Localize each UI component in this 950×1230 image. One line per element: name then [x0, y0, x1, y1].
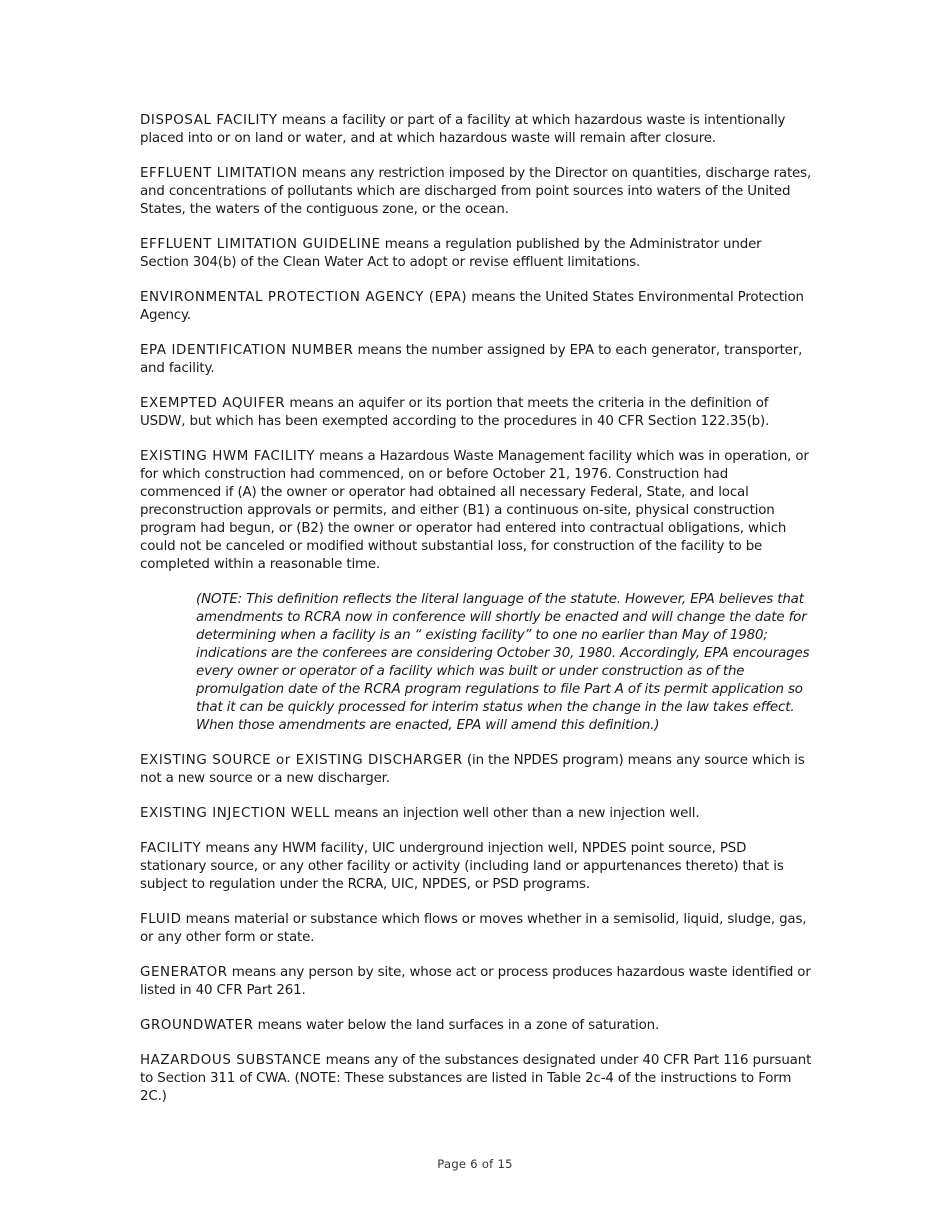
definition-generator [140, 964, 812, 1000]
definition-text: means a regulation published by the Administrator under Section 304(b) of the Clean Water Act to adopt or revise effluent limitations. [140, 237, 762, 270]
definition-term: EXISTING HWM FACILITY [140, 449, 316, 464]
definition-term: EFFLUENT LIMITATION [140, 166, 298, 181]
definition-hazardous-substance [140, 1052, 812, 1106]
definition-text: means any HWM facility, UIC underground injection well, NPDES point source, PSD stationary source, or any other facility or activity (including land or appurtenances thereto) that is subject to regulation under the RCRA, UIC, NPDES, or PSD programs. [140, 841, 784, 892]
definition-text: means any restriction imposed by the Director on quantities, discharge rates, and concentrations of pollutants which are discharged from point sources into waters of the United States, the waters of the contiguous zone, or the ocean. [140, 166, 812, 217]
definition-term: FLUID [140, 912, 182, 927]
definition-term: ENVIRONMENTAL PROTECTION AGENCY (EPA) [140, 290, 468, 305]
definition-term: DISPOSAL FACILITY [140, 113, 278, 128]
definition-text: means any person by site, whose act or process produces hazardous waste identified or listed in 40 CFR Part 261. [140, 965, 811, 998]
definition-term: HAZARDOUS SUBSTANCE [140, 1053, 322, 1068]
definition-term: EFFLUENT LIMITATION GUIDELINE [140, 237, 381, 252]
definition-text: means the number assigned by EPA to each generator, transporter, and facility. [140, 343, 803, 376]
definition-effluent-limitation [140, 165, 812, 219]
definition-term: FACILITY [140, 841, 202, 856]
definition-term: EXEMPTED AQUIFER [140, 396, 286, 411]
definition-text: means water below the land surfaces in a zone of saturation. [253, 1018, 660, 1033]
definition-term: GROUNDWATER [140, 1018, 254, 1033]
definition-text: means any of the substances designated under 40 CFR Part 116 pursuant to Section 311 of CWA. (NOTE: These substances are listed in Table 2c-4 of the instructions to Form 2C.) [140, 1053, 812, 1104]
definition-existing-injection-well [140, 805, 812, 823]
definition-term: EXISTING SOURCE or EXISTING DISCHARGER [140, 753, 463, 768]
page-number: Page 6 of 15 [437, 1157, 513, 1171]
definition-text: means an aquifer or its portion that meets the criteria in the definition of USDW, but which has been exempted according to the procedures in 40 CFR Section 122.35(b). [140, 396, 770, 429]
definition-text: (in the NPDES program) means any source which is not a new source or a new discharger. [140, 753, 805, 786]
definition-existing-source [140, 752, 812, 788]
definition-text: means an injection well other than a new injection well. [329, 806, 700, 821]
definition-text: means a facility or part of a facility at which hazardous waste is intentionally placed into or on land or water, and at which hazardous waste will remain after closure. [140, 113, 786, 146]
definition-effluent-limitation-guideline [140, 236, 812, 272]
definition-term: EPA IDENTIFICATION NUMBER [140, 343, 354, 358]
definition-text: means the United States Environmental Protection Agency. [140, 290, 804, 323]
definition-text: means material or substance which flows or moves whether in a semisolid, liquid, sludge, gas, or any other form or state. [140, 912, 807, 945]
definition-exempted-aquifer [140, 395, 812, 431]
definition-text: means a Hazardous Waste Management facility which was in operation, or for which construction had commenced, on or before October 21, 1976. Construction had commenced if (A) the owner or operator had obtained all necessary Federal, State, and local preconstruction approvals or permits, and either (B1) a continuous on-site, physical construction program had begun, or (B2) the owner or operator had entered into contractual obligations, which could not be canceled or modified without substantial loss, for construction of the facility to be completed within a reasonable time. [140, 449, 809, 572]
definition-disposal-facility [140, 112, 812, 148]
definition-groundwater [140, 1017, 812, 1035]
document-body [140, 112, 812, 1123]
definition-fluid [140, 911, 812, 947]
definition-existing-hwm-facility [140, 448, 812, 574]
definition-facility [140, 840, 812, 894]
definition-epa [140, 289, 812, 325]
definition-term: EXISTING INJECTION WELL [140, 806, 330, 821]
definition-note: (NOTE: This definition reflects the literal language of the statute. However, EPA believes that amendments to RCRA now in conference will shortly be enacted and will change the date for determining when a facility is an “ existing facility” to one no earlier than May of 1980; indications are the conferees are considering October 30, 1980. Accordingly, EPA encourages every owner or operator of a facility which was built or under construction as of the promulgation date of the RCRA program regulations to file Part A of its permit application so that it can be quickly processed for interim status when the change in the law takes effect. When those amendments are enacted, EPA will amend this definition.) [196, 592, 810, 733]
definition-term: GENERATOR [140, 965, 228, 980]
definition-epa-identification-number [140, 342, 812, 378]
